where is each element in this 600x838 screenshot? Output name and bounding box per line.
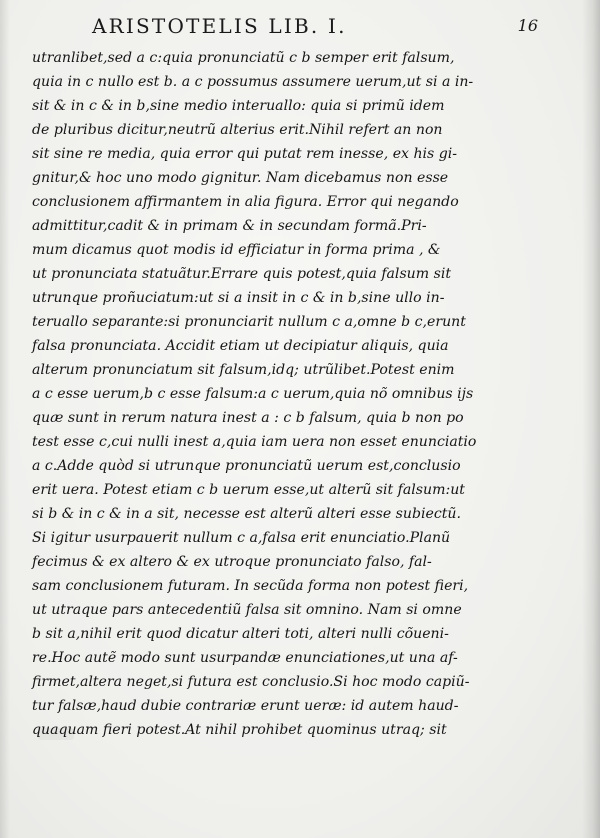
text-line: ut utraque pars antecedentiũ falsa sit omnino. Nam si omne (32, 602, 462, 618)
page-edge-shadow (0, 0, 10, 838)
text-line: ut pronunciata statuãtur.Errare quis potest,quia falsum sit (32, 266, 451, 282)
faint-stamp-mark (38, 728, 74, 740)
text-line: utranlibet,sed a c:quia pronunciatũ c b semper erit falsum, (32, 50, 455, 66)
text-line: quaquam fieri potest.At nihil prohibet quominus utraq; sit (32, 722, 447, 738)
text-line: quæ sunt in rerum natura inest a : c b falsum, quia b non po (32, 410, 464, 426)
page-number: 16 (517, 16, 538, 35)
text-line: gnitur,& hoc uno modo gignitur. Nam dicebamus non esse (32, 170, 449, 186)
text-line: test esse c,cui nulli inest a,quia iam uera non esset enunciatio (32, 434, 477, 450)
text-line: a c.Adde quòd si utrunque pronunciatũ uerum est,conclusio (32, 458, 461, 474)
running-title: ARISTOTELIS LIB. I. (92, 14, 347, 38)
text-line: erit uera. Potest etiam c b uerum esse,ut alterũ sit falsum:ut (32, 482, 465, 498)
text-line: admittitur,cadit & in primam & in secundam formã.Pri- (32, 218, 427, 234)
text-line: alterum pronunciatum sit falsum,idq; utrũlibet.Potest enim (32, 362, 455, 378)
text-line: re.Hoc autẽ modo sunt usurpandæ enunciationes,ut una af- (32, 650, 458, 666)
text-line: utrunque proñuciatum:ut si a insit in c & in b,sine ullo in- (32, 290, 445, 306)
text-line: Si igitur usurpauerit nullum c a,falsa erit enunciatio.Planũ (32, 530, 451, 546)
text-line: tur falsæ,haud dubie contrariæ erunt ueræ: id autem haud- (32, 698, 459, 714)
text-line: a c esse uerum,b c esse falsum:a c uerum,quia nõ omnibus ijs (32, 386, 474, 402)
text-line: si b & in c & in a sit, necesse est alterũ alteri esse subiectũ. (32, 506, 461, 522)
text-line: b sit a,nihil erit quod dicatur alteri toti, alteri nulli cõueni- (32, 626, 449, 642)
text-line: de pluribus dicitur,neutrũ alterius erit.Nihil refert an non (32, 122, 443, 138)
text-line: sam conclusionem futuram. In secũda forma non potest fieri, (32, 578, 469, 594)
text-line: falsa pronunciata. Accidit etiam ut decipiatur aliquis, quia (32, 338, 449, 354)
text-line: quia in c nullo est b. a c possumus assumere uerum,ut si a in- (32, 74, 474, 90)
text-line: sit sine re media, quia error qui putat rem inesse, ex his gi- (32, 146, 458, 162)
text-line: teruallo separante:si pronunciarit nullum c a,omne b c,erunt (32, 314, 466, 330)
text-line: conclusionem affirmantem in alia figura. Error qui negando (32, 194, 459, 210)
page-header (92, 14, 538, 44)
text-line: sit & in c & in b,sine medio interuallo: quia si primũ idem (32, 98, 445, 114)
text-line: firmet,altera neget,si futura est conclusio.Si hoc modo capiũ- (32, 674, 470, 690)
spine-shadow (582, 0, 600, 838)
body-text (32, 46, 477, 742)
text-line: mum dicamus quot modis id efficiatur in forma prima , & (32, 242, 441, 258)
text-line: fecimus & ex altero & ex utroque pronunciato falso, fal- (32, 554, 432, 570)
